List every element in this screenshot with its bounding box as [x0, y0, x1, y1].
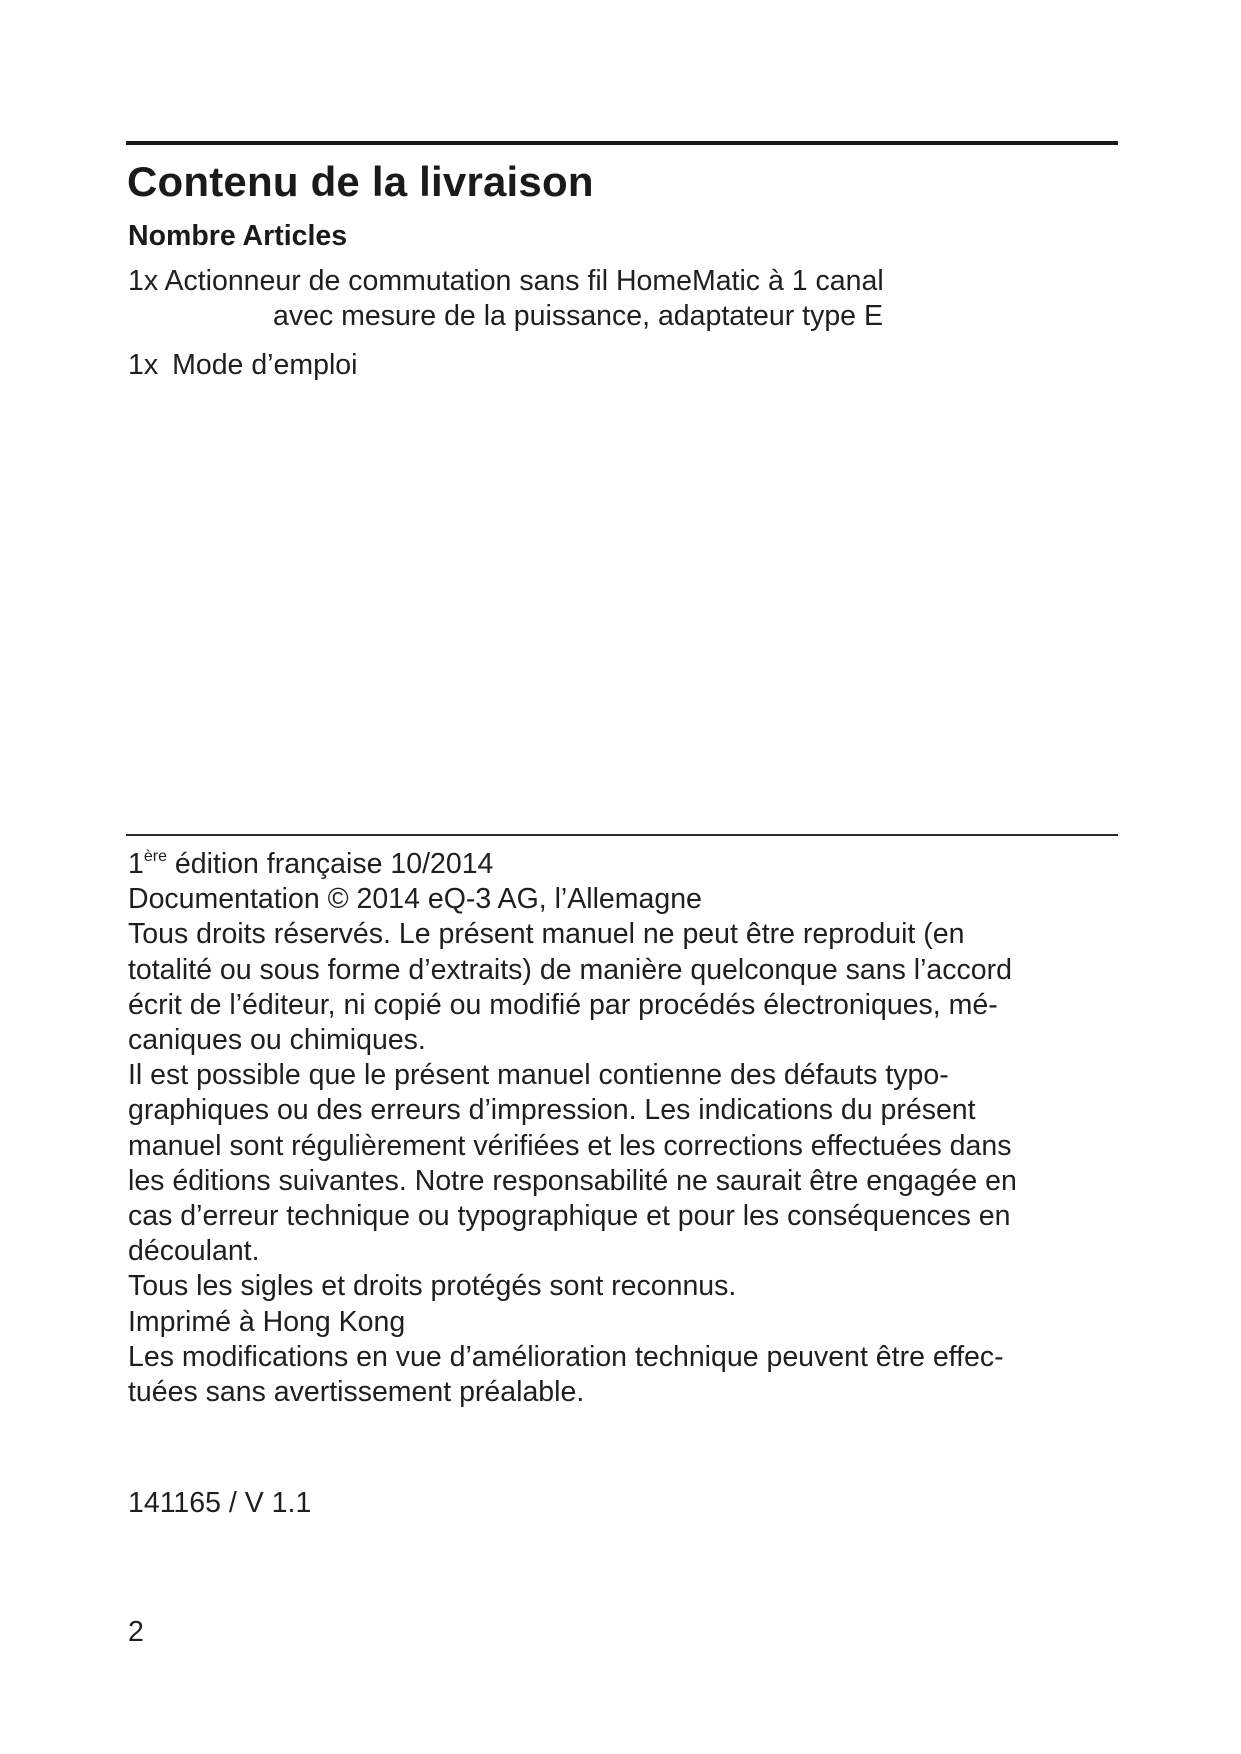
legal-line: écrit de l’éditeur, ni copié ou modifié par procédés électroniques, mé-	[128, 988, 998, 1021]
contents-subheading: Nombre Articles	[128, 220, 348, 252]
item-quantity: 1x	[128, 265, 159, 297]
section-title: Contenu de la livraison	[127, 158, 594, 205]
legal-divider	[126, 834, 1118, 836]
legal-line: découlant.	[128, 1235, 260, 1268]
top-divider	[126, 141, 1118, 145]
page-number: 2	[128, 1616, 144, 1648]
legal-line: caniques ou chimiques.	[128, 1024, 426, 1057]
item-quantity: 1x	[128, 349, 159, 381]
contents-item	[128, 348, 357, 383]
document-version: 141165 / V 1.1	[128, 1487, 312, 1519]
item-description: Actionneur de commutation sans fil HomeMatic à 1 canal	[164, 265, 884, 297]
legal-line: Documentation © 2014 eQ-3 AG, l’Allemagne	[128, 883, 702, 916]
legal-line: totalité ou sous forme d’extraits) de manière quelconque sans l’accord	[128, 953, 1012, 986]
legal-line: les éditions suivantes. Notre responsabilité ne saurait être engagée en	[128, 1164, 1017, 1197]
item-description-continued: avec mesure de la puissance, adaptateur type E	[273, 300, 883, 332]
item-description: Mode d’emploi	[172, 349, 358, 381]
edition-line: 1ère édition française 10/2014	[128, 848, 494, 880]
legal-line: Tous droits réservés. Le présent manuel ne peut être reproduit (en	[128, 918, 965, 951]
edition-superscript: ère	[143, 848, 167, 865]
legal-line: Tous les sigles et droits protégés sont reconnus.	[128, 1270, 737, 1303]
legal-line: graphiques ou des erreurs d’impression. Les indications du présent	[128, 1094, 976, 1127]
legal-line: Les modifications en vue d’amélioration technique peuvent être effec-	[128, 1340, 1004, 1373]
legal-line: Il est possible que le présent manuel contienne des défauts typo-	[128, 1059, 949, 1092]
legal-line: tuées sans avertissement préalable.	[128, 1376, 585, 1409]
legal-line: Imprimé à Hong Kong	[128, 1305, 406, 1338]
legal-line: manuel sont régulièrement vérifiées et les corrections effectuées dans	[128, 1129, 1012, 1162]
contents-item	[128, 264, 884, 334]
legal-notice	[128, 847, 1128, 1410]
legal-line: cas d’erreur technique ou typographique et pour les conséquences en	[128, 1200, 1011, 1233]
